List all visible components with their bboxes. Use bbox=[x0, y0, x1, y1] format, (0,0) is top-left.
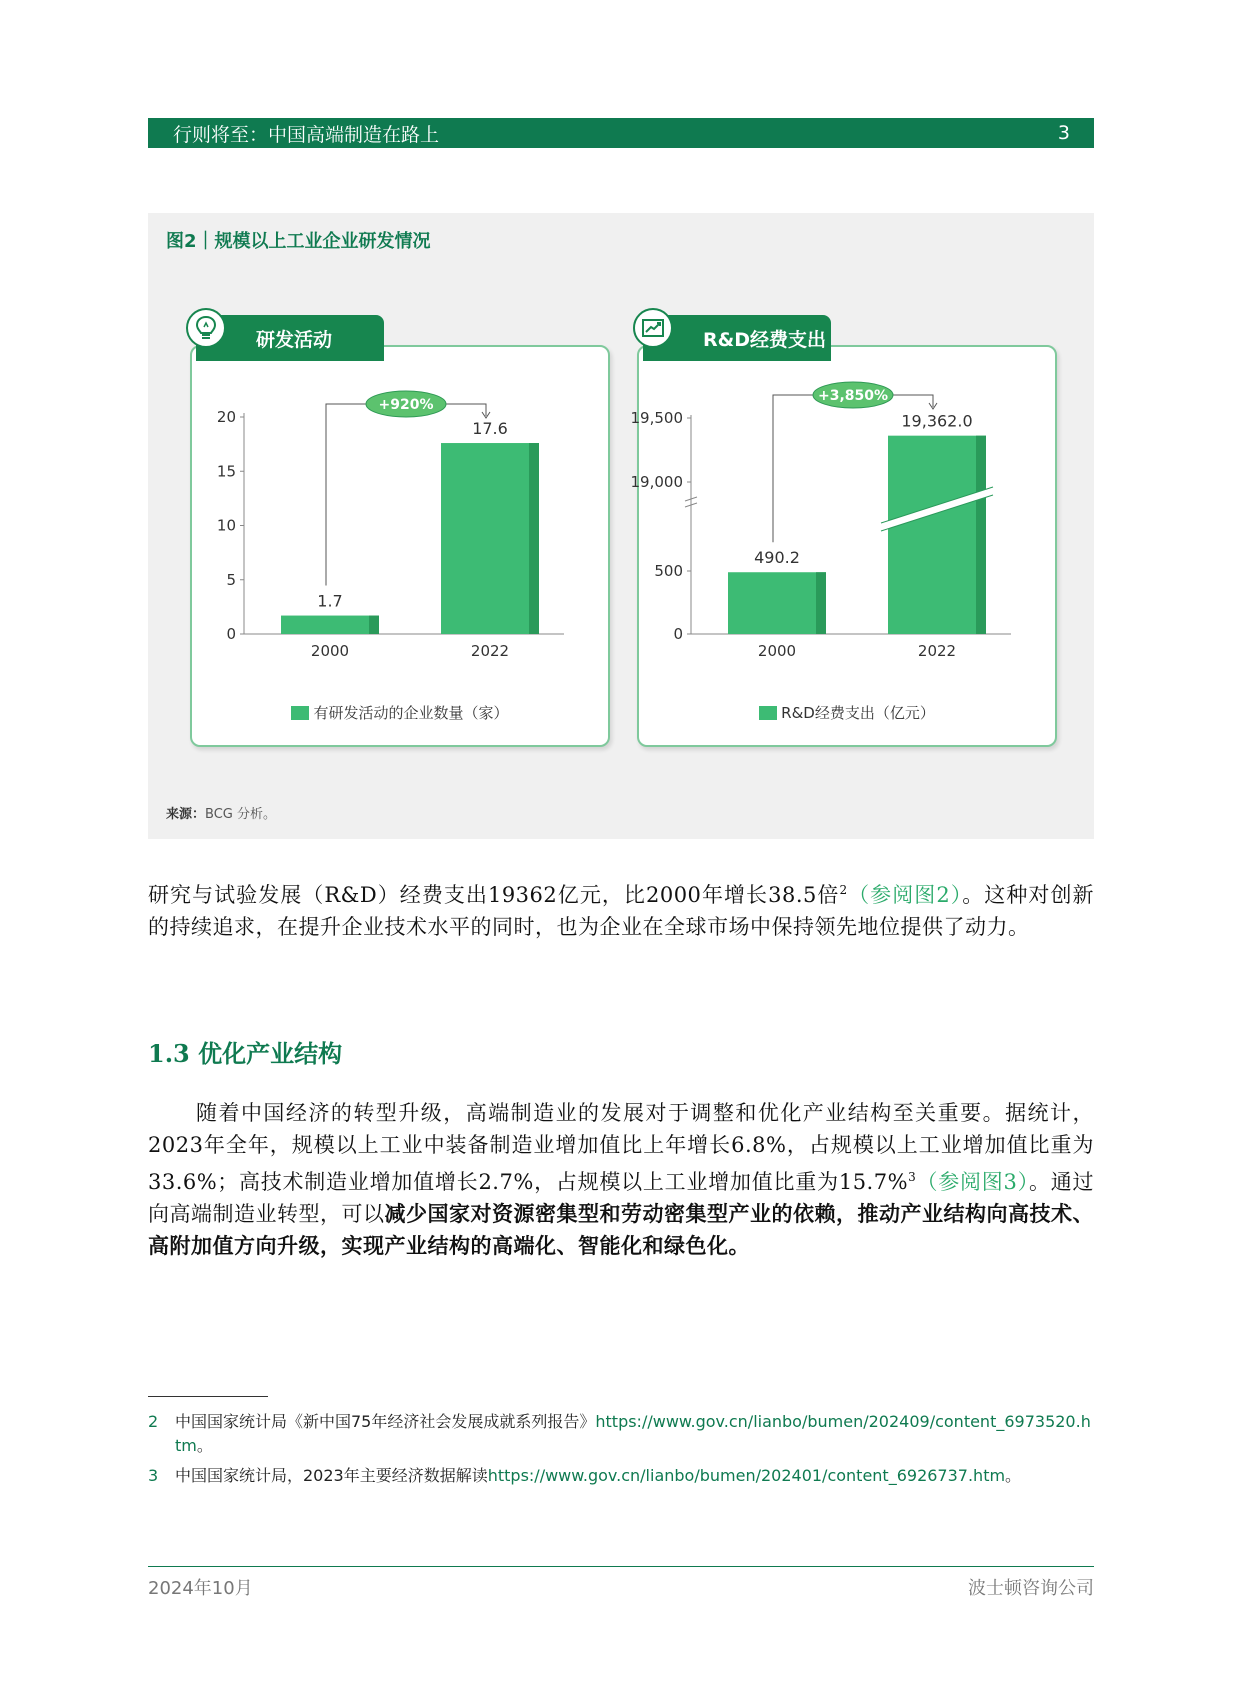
footnote-link[interactable]: https://www.gov.cn/lianbo/bumen/202409/content_6973520.htm bbox=[175, 1412, 1091, 1455]
footer-divider bbox=[148, 1566, 1094, 1567]
bar bbox=[728, 572, 826, 634]
bar-shade bbox=[976, 436, 986, 634]
footer-date: 2024年10月 bbox=[148, 1578, 253, 1599]
paragraph-text: 随着中国经济的转型升级，高端制造业的发展对于调整和优化产业结构至关重要。据统计，2023年全年，规模以上工业中装备制造业增加值比上年增长6.8%，占规模以上工业增加值比重为33.6%；高技术制造业增加值增长2.7%，占规模以上工业增加值比重为15.7% bbox=[148, 1101, 1094, 1194]
bar-value-label: 19,362.0 bbox=[901, 411, 973, 431]
bar-value-label: 17.6 bbox=[472, 419, 508, 439]
legend-swatch bbox=[291, 706, 309, 720]
running-header bbox=[148, 118, 1094, 148]
footnote-item bbox=[148, 1410, 1094, 1458]
chart-panel-title: 研发活动 bbox=[256, 328, 333, 351]
legend-label: 有研发活动的企业数量（家） bbox=[313, 704, 509, 722]
page-number: 3 bbox=[1057, 122, 1070, 144]
bar-shade bbox=[816, 572, 826, 634]
y-tick-label: 15 bbox=[216, 462, 236, 481]
bar-chart-rd-expenditure bbox=[630, 347, 1055, 745]
source-text: BCG 分析。 bbox=[205, 807, 276, 822]
bar bbox=[441, 443, 539, 634]
footnote-marker[interactable]: 2 bbox=[839, 883, 848, 897]
paragraph-bold-text: 减少国家对资源密集型和劳动密集型产业的依赖，推动产业结构向高技术、高附加值方向升级，实现产业结构的高端化、智能化和绿色化。 bbox=[148, 1201, 1094, 1258]
section-heading: 1.3 优化产业结构 bbox=[148, 1039, 343, 1068]
chart-panel-title: R&D经费支出 bbox=[703, 328, 826, 351]
paragraph-text: 。这种对创新的持续追求，在提升企业技术水平的同时，也为企业在全球市场中保持领先地位提供了动力。 bbox=[148, 883, 1094, 939]
lightbulb-icon bbox=[186, 308, 226, 348]
y-tick-label: 19,000 bbox=[630, 473, 683, 491]
footnote-end: 。 bbox=[1005, 1466, 1022, 1485]
paragraph-structure bbox=[148, 1097, 1094, 1262]
x-tick-label: 2022 bbox=[917, 642, 957, 660]
x-tick-label: 2022 bbox=[470, 642, 510, 660]
chart-card-rd-activity bbox=[190, 328, 610, 747]
y-tick-label: 0 bbox=[226, 625, 236, 643]
y-tick-label: 20 bbox=[216, 408, 236, 426]
bar bbox=[888, 436, 986, 634]
y-tick-label: 5 bbox=[226, 570, 236, 589]
bar-shade bbox=[529, 443, 539, 634]
figure-panel bbox=[148, 213, 1094, 839]
source-label: 来源： bbox=[166, 807, 206, 822]
footnote-item bbox=[148, 1464, 1094, 1488]
paragraph-text: 。通过向高端制造业转型，可以 bbox=[148, 1170, 1094, 1226]
figure-source bbox=[166, 803, 276, 822]
header-title: 行则将至：中国高端制造在路上 bbox=[173, 123, 440, 146]
figure-title: 图2｜规模以上工业企业研发情况 bbox=[166, 231, 431, 252]
figure-reference-link[interactable]: （参阅图2） bbox=[847, 883, 963, 907]
growth-badge-label: +3,850% bbox=[817, 388, 889, 404]
bar-value-label: 1.7 bbox=[317, 591, 343, 611]
footnote-end: 。 bbox=[196, 1436, 213, 1455]
paragraph-text: 研究与试验发展（R&D）经费支出19362亿元，比2000年增长38.5倍 bbox=[148, 883, 840, 907]
footnote-marker[interactable]: 3 bbox=[908, 1170, 917, 1184]
growth-chart-icon bbox=[633, 308, 673, 348]
footnote-body bbox=[175, 1410, 1094, 1458]
bar-value-label: 490.2 bbox=[754, 548, 800, 568]
footnote-text: 中国国家统计局《新中国75年经济社会发展成就系列报告》 bbox=[175, 1412, 596, 1431]
chart-card-rd-expenditure bbox=[630, 328, 1057, 747]
bar bbox=[281, 616, 379, 634]
footnote-number: 3 bbox=[148, 1466, 159, 1485]
x-tick-label: 2000 bbox=[310, 642, 350, 660]
legend-swatch bbox=[759, 706, 777, 720]
figure-reference-link[interactable]: （参阅图3） bbox=[916, 1170, 1029, 1194]
footnote-body bbox=[175, 1464, 1021, 1488]
footnotes bbox=[148, 1410, 1094, 1494]
growth-badge-label: +920% bbox=[378, 397, 434, 413]
footnote-text: 中国国家统计局，2023年主要经济数据解读 bbox=[175, 1466, 488, 1485]
x-tick-label: 2000 bbox=[757, 642, 797, 660]
y-tick-label: 19,500 bbox=[630, 409, 683, 427]
bar-chart-rd-activity bbox=[192, 347, 608, 745]
y-tick-label: 10 bbox=[216, 516, 236, 535]
footnote-number: 2 bbox=[148, 1412, 159, 1431]
chart-legend bbox=[639, 702, 1055, 723]
bar-shade bbox=[369, 616, 379, 634]
footnote-divider bbox=[148, 1396, 268, 1397]
footer-company: 波士顿咨询公司 bbox=[968, 1578, 1094, 1599]
paragraph-rd bbox=[148, 874, 1094, 943]
legend-label: R&D经费支出（亿元） bbox=[781, 704, 935, 722]
y-tick-label: 500 bbox=[654, 562, 683, 580]
footnote-link[interactable]: https://www.gov.cn/lianbo/bumen/202401/content_6926737.htm bbox=[487, 1466, 1006, 1485]
chart-legend bbox=[192, 702, 608, 723]
y-tick-label: 0 bbox=[673, 625, 683, 643]
